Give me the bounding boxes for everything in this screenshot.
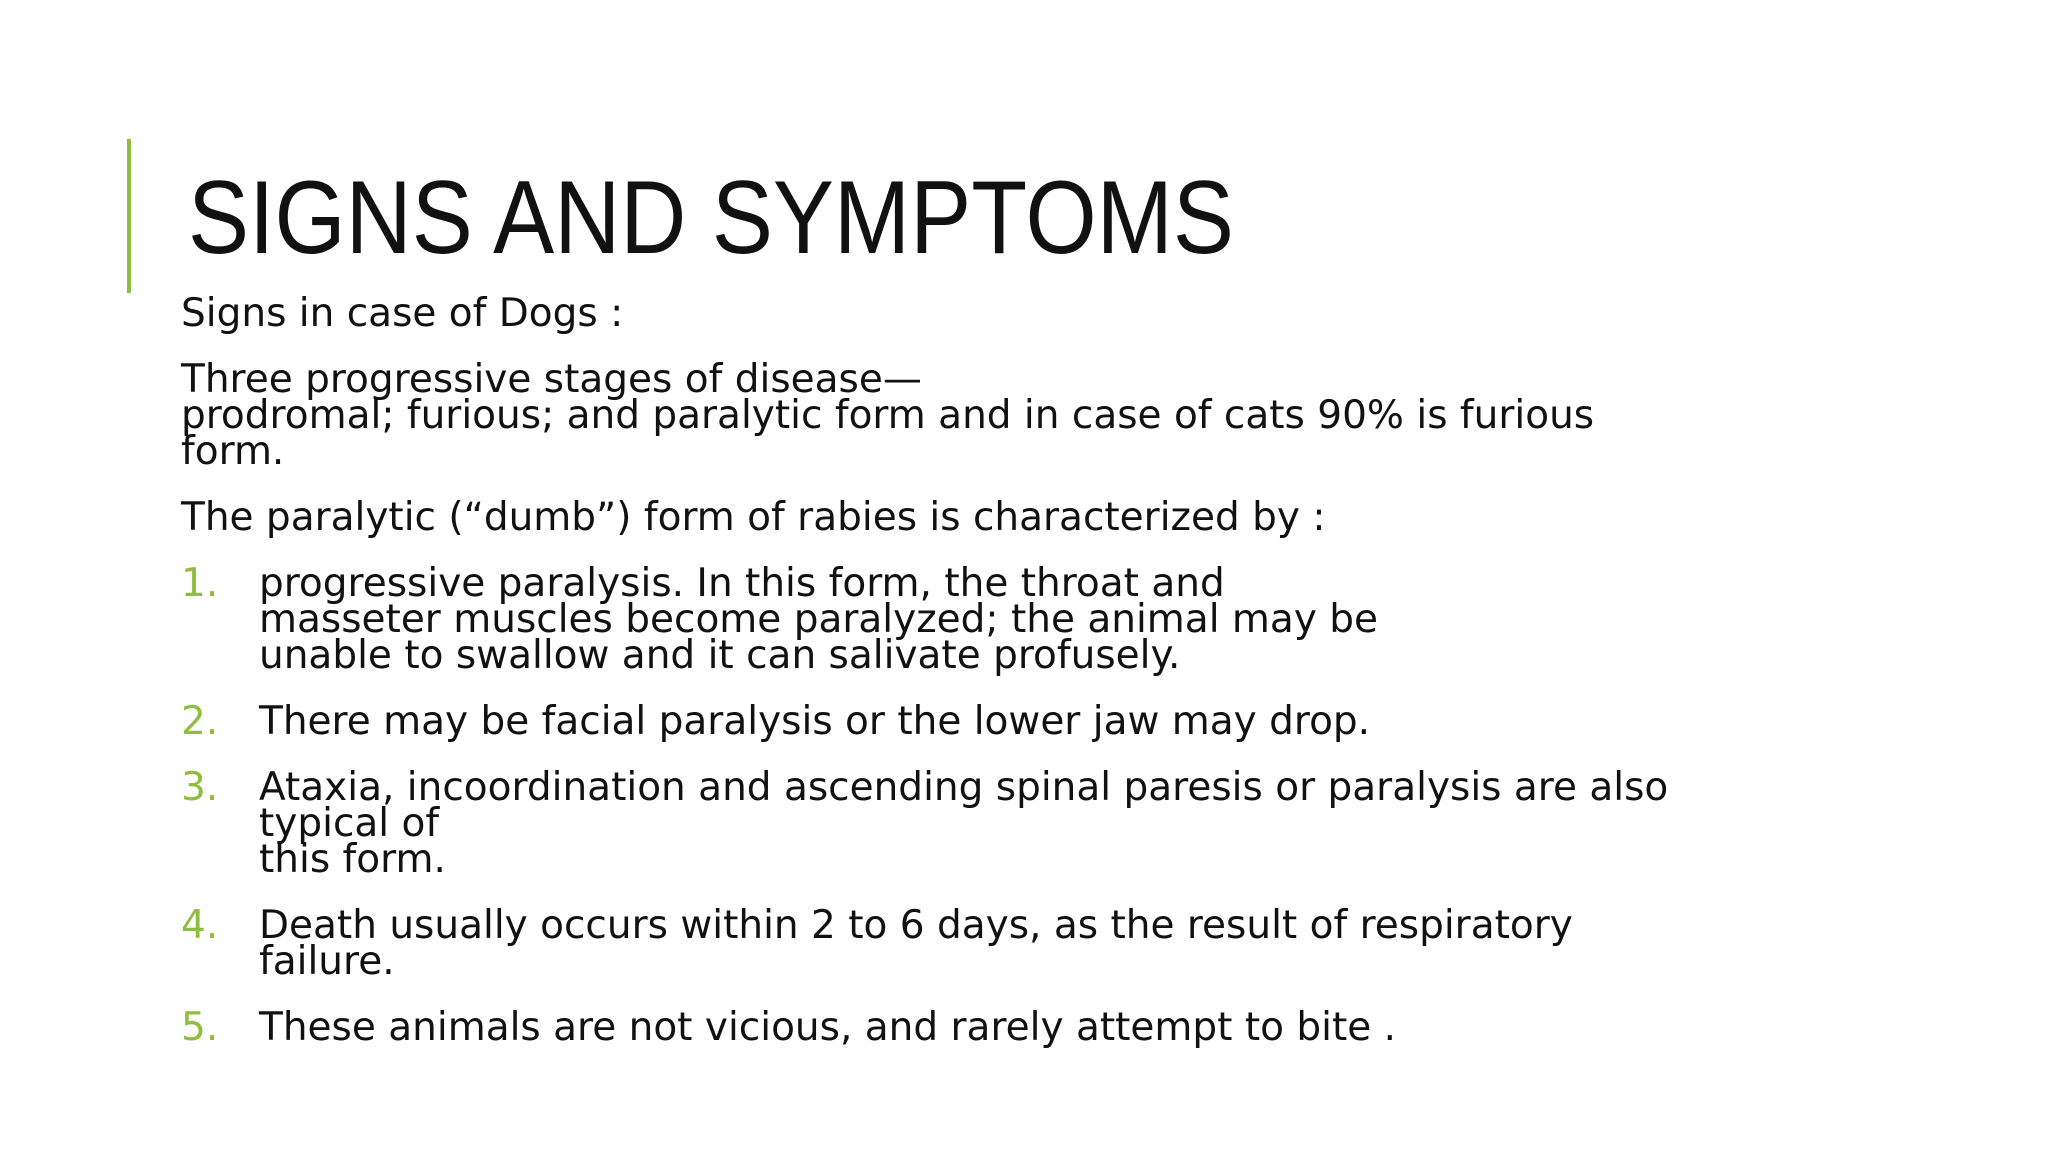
progressive-stages-line-3: form.: [181, 429, 285, 474]
list-item-number: 5.: [181, 1005, 219, 1050]
list-item-line: unable to swallow and it can salivate profusely.: [259, 633, 1181, 678]
list-item-line: There may be facial paralysis or the lower jaw may drop.: [259, 699, 1371, 744]
list-item-number: 4.: [181, 903, 219, 948]
dogs-signs-heading: Signs in case of Dogs :: [181, 291, 624, 336]
list-item-line: Death usually occurs within 2 to 6 days, as the result of respiratory: [259, 903, 1573, 948]
list-item-number: 2.: [181, 699, 219, 744]
slide-body: [181, 291, 1781, 1076]
list-item: [181, 561, 1781, 678]
list-item: [181, 903, 1781, 984]
list-item-number: 3.: [181, 765, 219, 810]
list-item-line: this form.: [259, 837, 446, 882]
list-item: [181, 765, 1781, 882]
progressive-stages-line-2: prodromal; furious; and paralytic form and in case of cats 90% is furious: [181, 393, 1595, 438]
paralytic-form-intro: The paralytic (“dumb”) form of rabies is characterized by :: [181, 495, 1326, 540]
slide-title: SIGNS AND SYMPTOMS: [188, 160, 1234, 276]
symptom-list: [181, 561, 1781, 1050]
progressive-stages-line-1: Three progressive stages of disease—: [181, 357, 922, 402]
title-accent-bar: [127, 139, 131, 293]
list-item-line: These animals are not vicious, and rarely attempt to bite .: [259, 1005, 1397, 1050]
list-item-line: Ataxia, incoordination and ascending spinal paresis or paralysis are also: [259, 765, 1669, 810]
list-item-line: failure.: [259, 939, 395, 984]
list-item-line: typical of: [259, 801, 440, 846]
list-item-number: 1.: [181, 561, 219, 606]
list-item-line: progressive paralysis. In this form, the throat and: [259, 561, 1225, 606]
list-item: [181, 699, 1781, 744]
list-item: [181, 1005, 1781, 1050]
list-item-line: masseter muscles become paralyzed; the animal may be: [259, 597, 1379, 642]
progressive-stages-paragraph: [181, 357, 1781, 474]
